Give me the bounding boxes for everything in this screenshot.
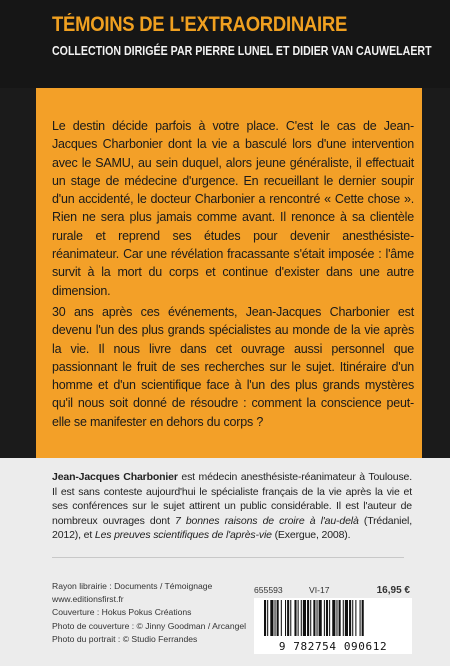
barcode-bar <box>343 600 344 636</box>
barcode-bars-icon <box>258 600 408 638</box>
barcode-bar <box>352 600 353 636</box>
author-bio-text-2: (Trédaniel, 2012), et <box>52 514 412 542</box>
barcode-bar <box>339 600 341 636</box>
product-code: 655593 <box>254 585 283 595</box>
credit-rayon: Rayon librairie : Documents / Témoignage <box>52 581 213 591</box>
barcode-bar <box>275 600 276 636</box>
barcode-bar <box>270 600 273 636</box>
book-title-2: Les preuves scientifiques de l'après-vie <box>94 529 272 542</box>
blurb-paragraph-2: 30 ans après ces événements, Jean-Jacques Charbonier est devenu l'un des plus grands spécialistes au monde de la vie après la vie. Il nous livre dans cet ouvrage aussi personnel que passionnant le fruit de ses recherches sur le sujet. Itinéraire d'un homme et d'un scientifique face à l'un des plus grands mystères qu'il nous soit donné de résoudre : comment la conscience peut-elle se manifester en dehors du corps ? <box>52 305 414 429</box>
barcode-bar <box>281 600 282 636</box>
credit-portrait-photo: Photo du portrait : © Studio Ferrandes <box>52 633 198 644</box>
barcode-bar <box>317 600 318 636</box>
blurb-paragraph-1: Le destin décide parfois à votre place. C'est le cas de Jean-Jacques Charbonier dont la vie a basculé lors d'une intervention avec le SAMU, au sein duquel, alors jeune généraliste, il effectuait un stage de médecine d'urgence. En recueillant le dernier soupir d'un accidenté, le docteur Charbonier a rencontré « Cette chose ». Rien ne sera plus jamais comme avant. Il renonce à sa clientèle rurale et reprend ses études pour devenir anesthésiste-réanimateur. Car une révélation fracassante s'était imposée : l'âme survit à la mort du corps et continue d'exister dans une autre dimension. <box>52 119 414 298</box>
credits <box>52 580 246 646</box>
author-bio <box>52 470 412 543</box>
barcode-bar <box>313 600 315 636</box>
book-title-1: 7 bonnes raisons de croire à l'au-delà <box>174 514 359 527</box>
collection-line: COLLECTION DIRIGÉE PAR PIERRE LUNEL ET DIDIER VAN CAUWELAERT <box>52 44 432 58</box>
barcode-bar <box>303 600 306 636</box>
barcode-bar <box>319 600 322 636</box>
credit-website: www.editionsfirst.fr <box>52 594 124 605</box>
isbn-number: 9 782754 090612 <box>278 640 388 653</box>
barcode-bar <box>336 600 337 636</box>
cover-header <box>0 0 450 88</box>
author-bio-text-1: est médecin anesthésiste-réanimateur à Toulouse. Il est sans conteste aujourd'hui le spécialiste français de la vie après la vie et ses conférences sur le sujet attirent un public considérable. Il est l'auteur de nombreux ouvrages dont <box>52 471 412 527</box>
barcode-bar <box>264 600 266 636</box>
barcode-bar <box>290 600 291 636</box>
barcode-bar <box>329 600 330 636</box>
author-name: Jean-Jacques Charbonier <box>52 471 178 483</box>
barcode-bar <box>355 600 356 636</box>
barcode-bar <box>285 600 286 636</box>
barcode-bar <box>332 600 335 636</box>
barcode-bar <box>324 600 325 636</box>
price: 16,95 € <box>376 585 410 596</box>
barcode-bar <box>345 600 348 636</box>
credit-cover-photo: Photo de couverture : © Jinny Goodman / Arcangel <box>52 620 247 631</box>
barcode-bar <box>301 600 302 636</box>
barcode-bar <box>360 600 361 636</box>
series-title: TÉMOINS DE L'EXTRAORDINAIRE <box>52 13 348 36</box>
barcode-bar <box>326 600 328 636</box>
barcode-bar <box>287 600 289 636</box>
barcode-bar <box>294 600 296 636</box>
section-divider <box>52 557 404 558</box>
barcode-bar <box>362 600 364 636</box>
barcode-bar <box>307 600 309 636</box>
version-code: VI-17 <box>309 585 330 595</box>
barcode-bar <box>298 600 299 636</box>
credit-cover: Couverture : Hokus Pokus Créations <box>52 607 192 618</box>
barcode-bar <box>349 600 351 636</box>
barcode-bar <box>267 600 268 636</box>
author-bio-text-3: (Exergue, 2008). <box>271 529 351 542</box>
barcode-bar <box>310 600 311 636</box>
barcode-bar <box>277 600 279 636</box>
